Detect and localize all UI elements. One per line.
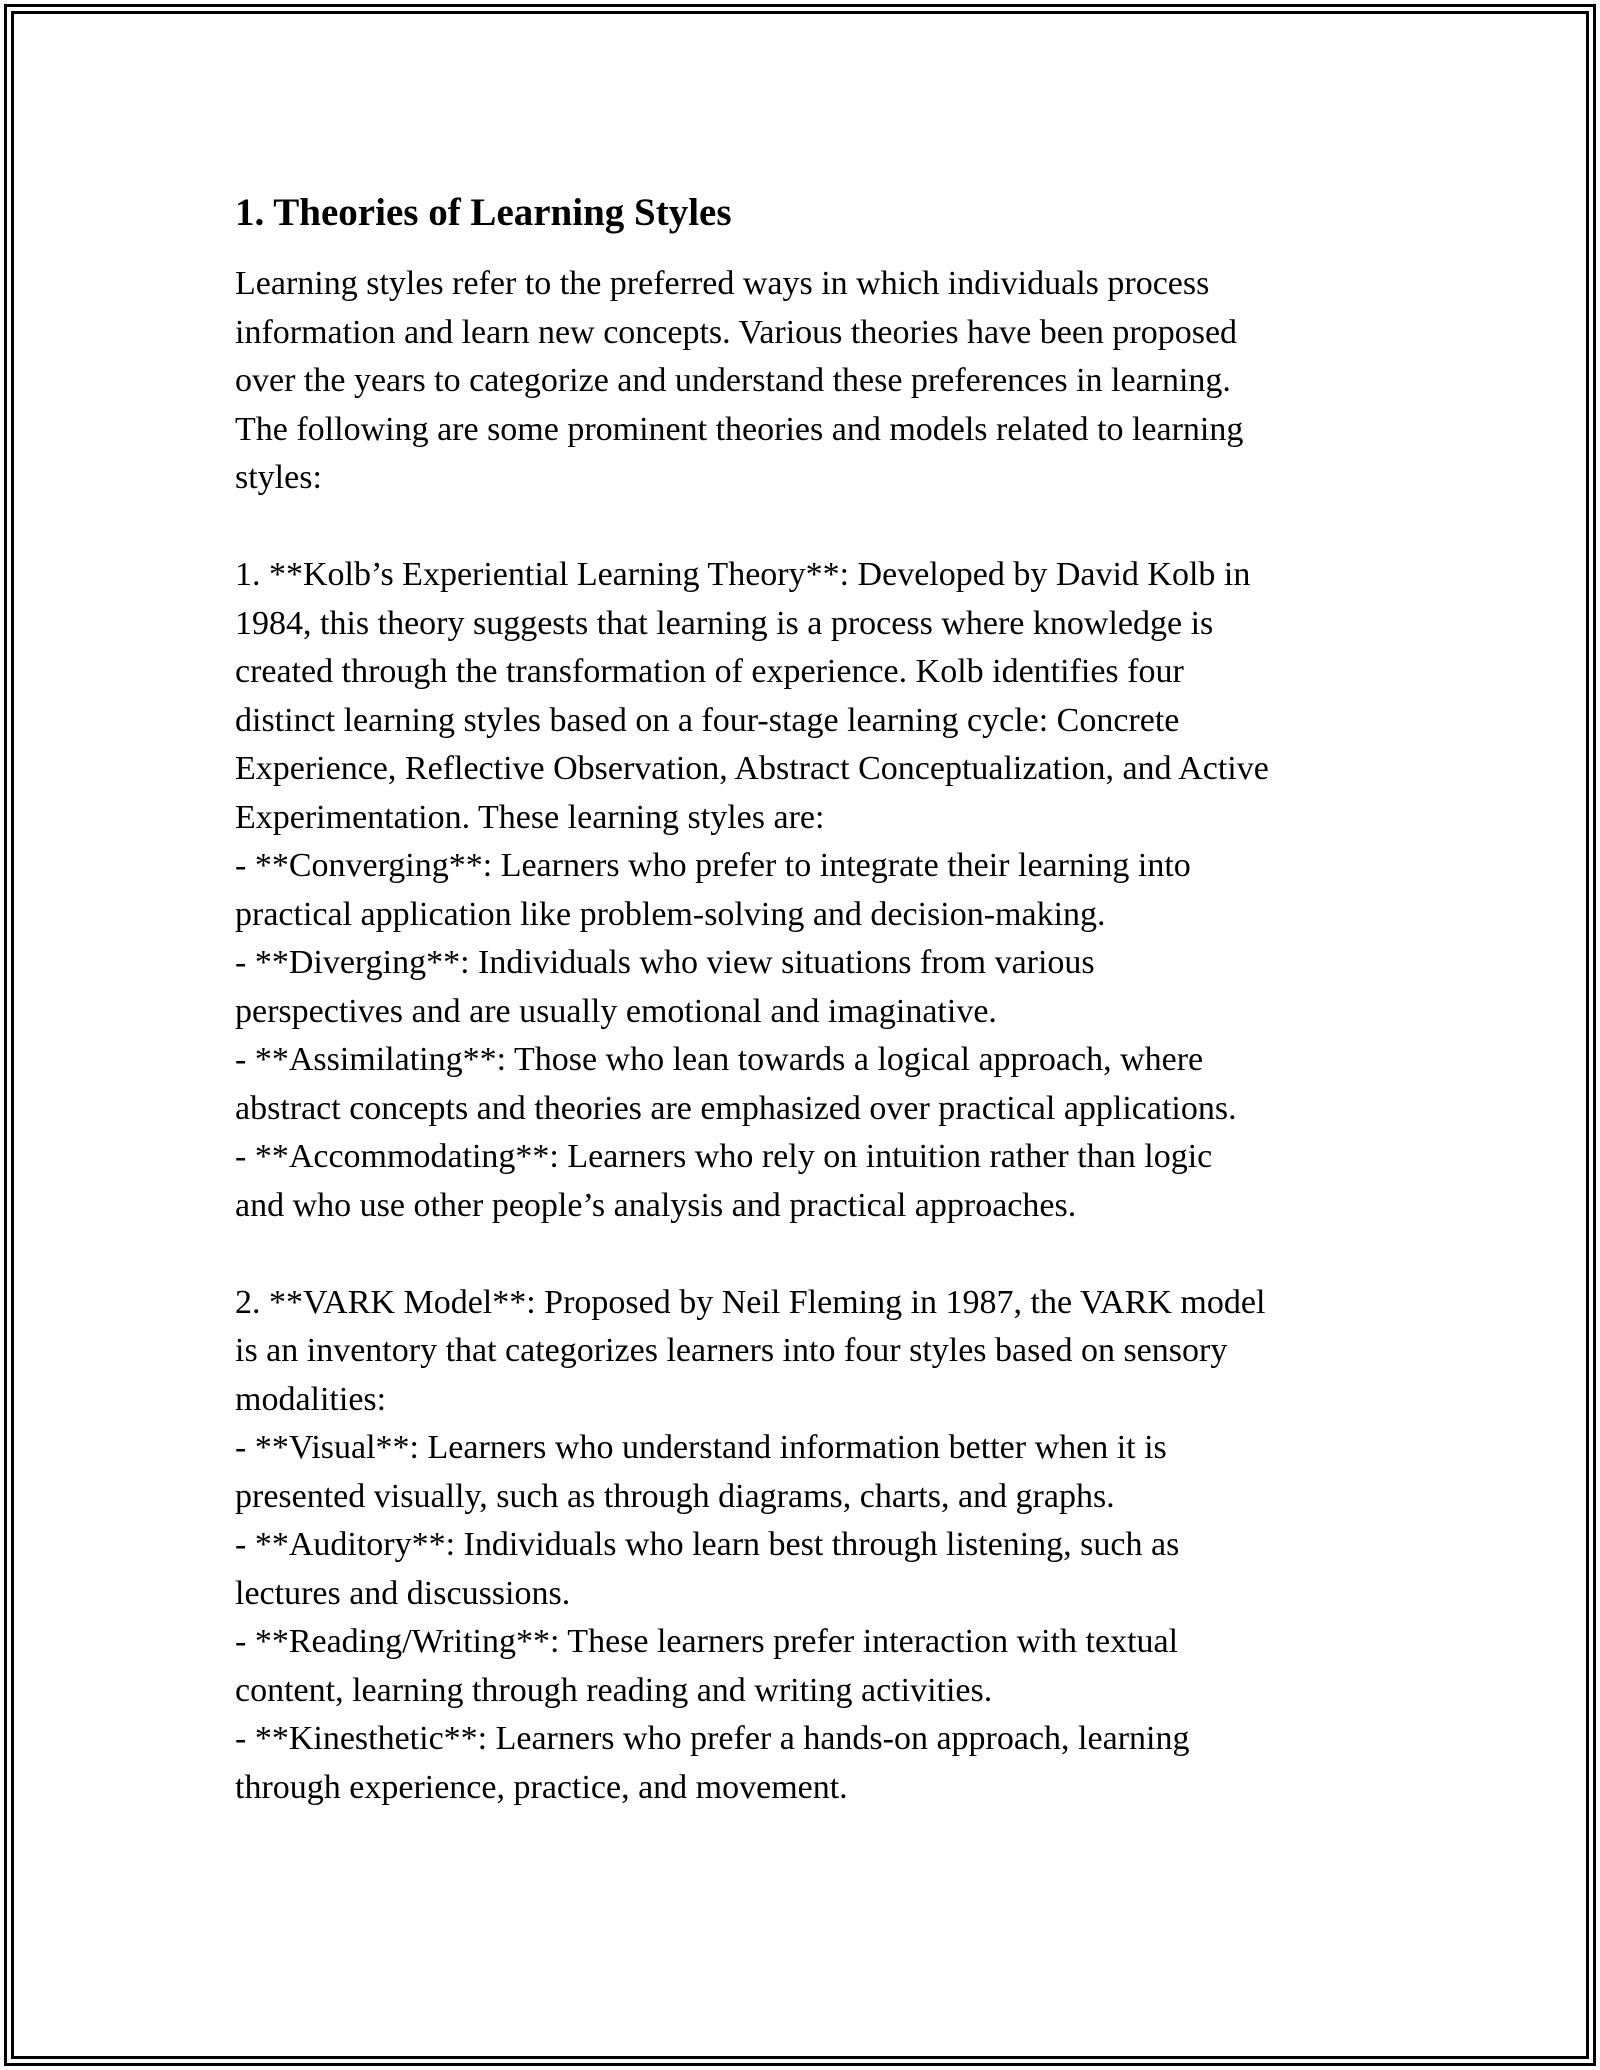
section-heading: 1. Theories of Learning Styles xyxy=(235,191,732,234)
body-text: Learning styles refer to the preferred ways in which individuals process information and learn new concepts. Various theories have been proposed over the years to categorize and understand these preferences in learning. The following are some prominent theories and models related to learning styles: 1. **Kolb’s Experiential Learning Theory**: Developed by David Kolb in 1984, this theory suggests that learning is a process where knowledge is created through the transformation of experience. Kolb identifies four distinct learning styles based on a four-stage learning cycle: Concrete Experience, Reflective Observation, Abstract Conceptualization, and Active Experimentation. These learning styles are: - **Converging**: Learners who prefer to integrate their learning into practical application like problem-solving and decision-making. - **Diverging**: Individuals who view situations from various perspectives and are usually emotional and imaginative. - **Assimilating**: Those who lean towards a logical approach, where abstract concepts and theories are emphasized over practical applications. - **Accommodating**: Learners who rely on intuition rather than logic and who use other people’s analysis and practical approaches. 2. **VARK Model**: Proposed by Neil Fleming in 1987, the VARK model is an inventory that categorizes learners into four styles based on sensory modalities: - **Visual**: Learners who understand information better when it is presented visually, such as through diagrams, charts, and graphs. - **Auditory**: Individuals who learn best through listening, such as lectures and discussions. - **Reading/Writing**: These learners prefer interaction with textual content, learning through reading and writing activities. - **Kinesthetic**: Learners who prefer a hands-on approach, learning through experience, practice, and movement. xyxy=(235,265,1269,1806)
document-content xyxy=(235,186,1375,1812)
